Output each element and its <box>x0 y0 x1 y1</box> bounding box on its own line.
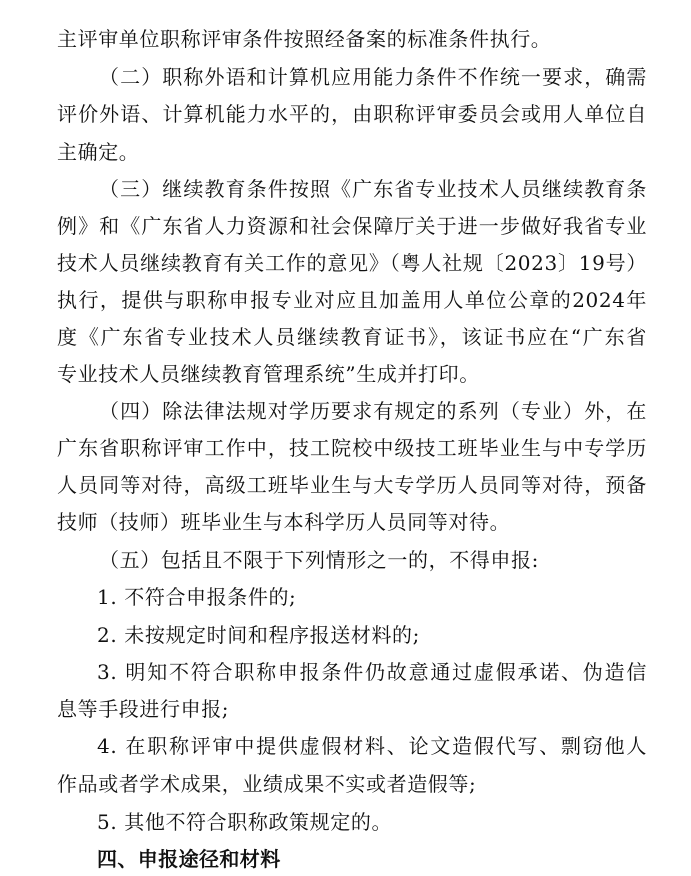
list-item-4-line-1: 4. 在职称评审中提供虚假材料、论文造假代写、剽窃他人 <box>97 734 647 758</box>
paragraph-4-line-3: 人员同等对待，高级工班毕业生与大专学历人员同等对待，预备 <box>57 473 647 497</box>
paragraph-2-line-3: 主确定。 <box>57 140 140 164</box>
paragraph-3-line-5: 度《广东省专业技术人员继续教育证书》，该证书应在“广东省 <box>57 325 647 349</box>
list-item-4-line-2: 作品或者学术成果，业绩成果不实或者造假等; <box>57 772 477 796</box>
paragraph-3-line-1: （三）继续教育条件按照《广东省专业技术人员继续教育条 <box>99 177 647 201</box>
paragraph-5-intro: （五）包括且不限于下列情形之一的，不得申报: <box>99 548 539 572</box>
paragraph-4-line-1: （四）除法律法规对学历要求有规定的系列（专业）外，在 <box>99 399 647 423</box>
paragraph-3-line-4: 执行，提供与职称申报专业对应且加盖用人单位公章的2024年 <box>57 288 647 312</box>
paragraph-3-line-3: 技术人员继续教育有关工作的意见》（粤人社规〔2023〕19号） <box>57 251 647 275</box>
paragraph-4-line-4: 技师（技师）班毕业生与本科学历人员同等对待。 <box>57 510 511 534</box>
list-item-1: 1. 不符合申报条件的; <box>97 585 297 609</box>
paragraph-3-line-2: 例》和《广东省人力资源和社会保障厅关于进一步做好我省专业 <box>57 214 647 238</box>
paragraph-3-line-6: 专业技术人员继续教育管理系统”生成并打印。 <box>57 362 480 386</box>
section-heading: 四、申报途径和材料 <box>97 847 281 871</box>
list-item-5: 5. 其他不符合职称政策规定的。 <box>97 810 393 834</box>
paragraph-2-line-1: （二）职称外语和计算机应用能力条件不作统一要求，确需 <box>99 65 647 89</box>
paragraph-4-line-2: 广东省职称评审工作中，技工院校中级技工班毕业生与中专学历 <box>57 436 647 460</box>
paragraph-line-continuation: 主评审单位职称评审条件按照经备案的标准条件执行。 <box>57 27 552 51</box>
list-item-3-line-2: 息等手段进行申报; <box>57 697 230 721</box>
list-item-2: 2. 未按规定时间和程序报送材料的; <box>97 623 420 647</box>
list-item-3-line-1: 3. 明知不符合职称申报条件仍故意通过虚假承诺、伪造信 <box>97 660 647 684</box>
paragraph-2-line-2: 评价外语、计算机能力水平的，由职称评审委员会或用人单位自 <box>57 102 647 126</box>
